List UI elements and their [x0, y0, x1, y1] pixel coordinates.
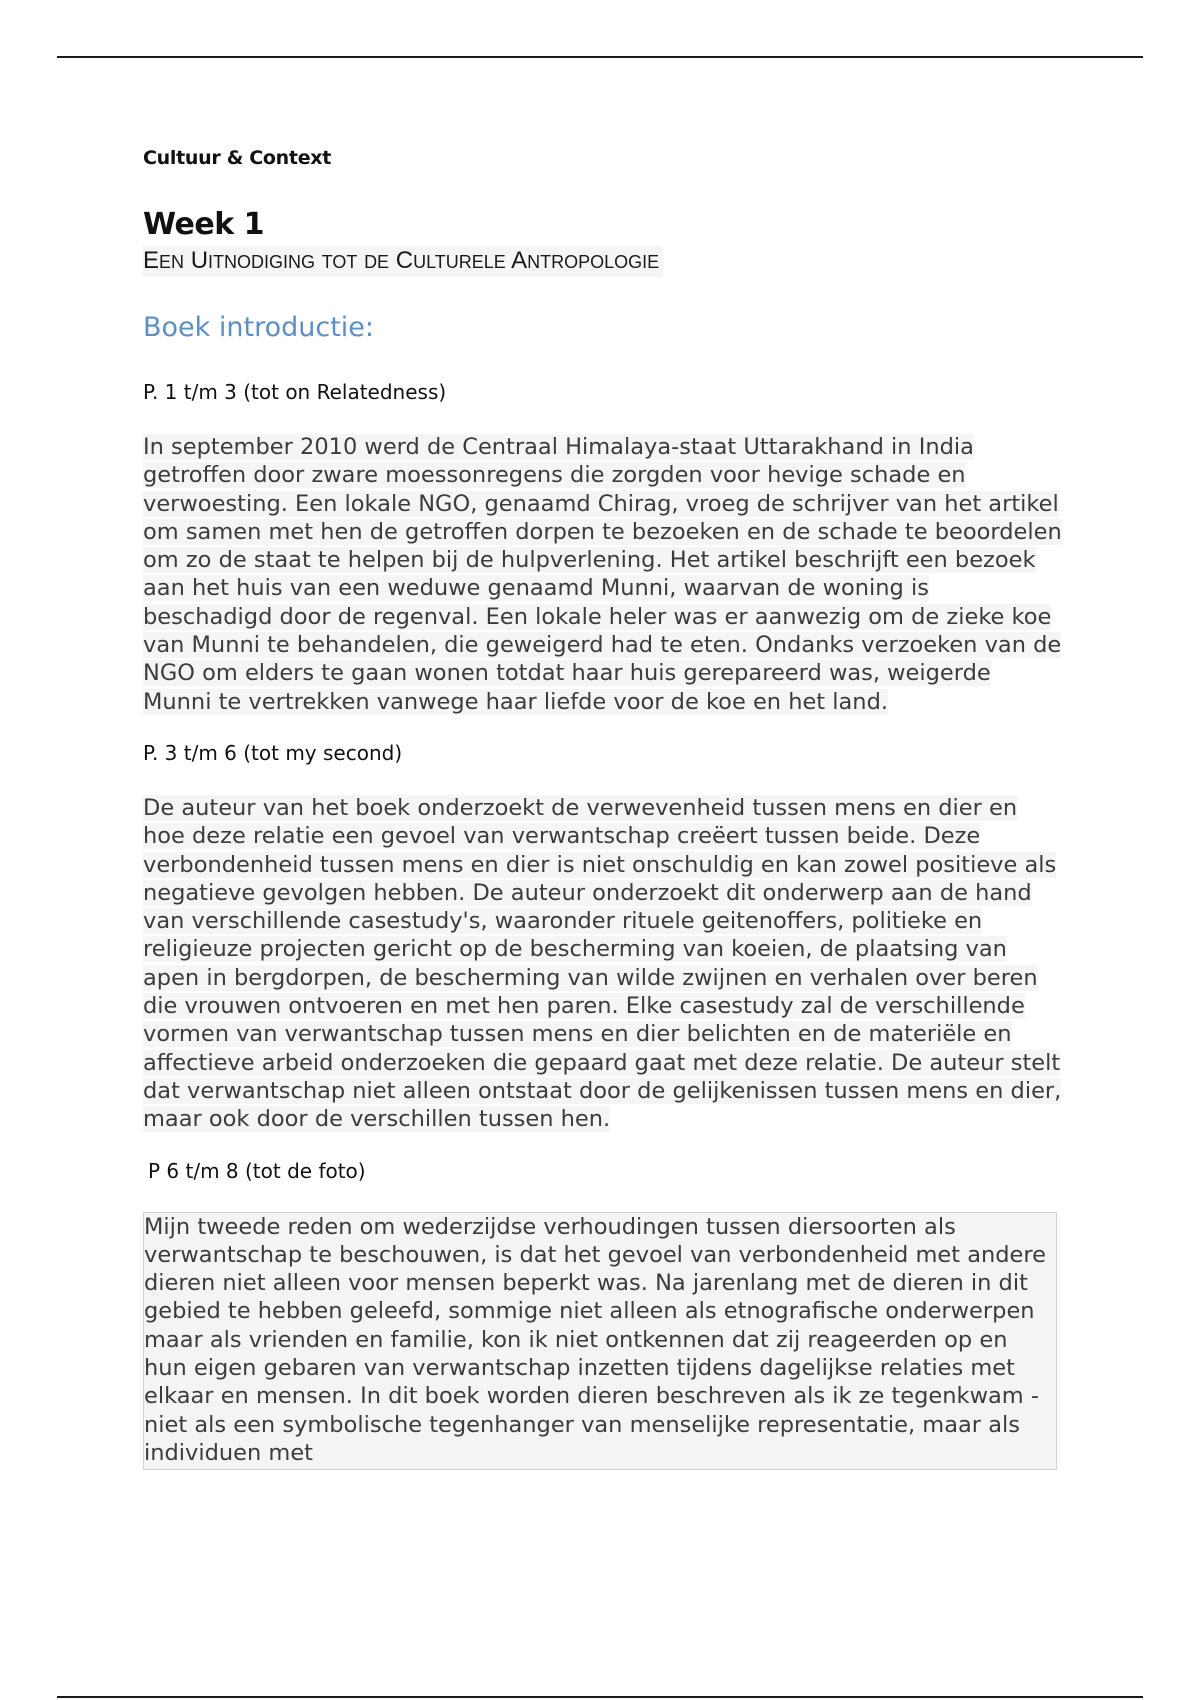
summary-paragraph-1: In september 2010 werd de Centraal Himalaya-staat Uttarakhand in India getroffen door zware moessonregens die zorgden voor hevige schade en verwoesting. Een lokale NGO, genaamd Chirag, vroeg de schrijver van het artikel om samen met hen de getroffen dorpen te bezoeken en de schade te beoordelen om zo de staat te helpen bij de hulpverlening. Het artikel beschrijft een bezoek aan het huis van een weduwe genaamd Munni, waarvan de woning is beschadigd door de regenval. Een lokale heler was er aanwezig om de zieke koe van Munni te behandelen, die geweigerd had te eten. Ondanks verzoeken van de NGO om elders te gaan wonen totdat haar huis gerepareerd was, weigerde Munni te vertrekken vanwege haar liefde voor de koe en het land. — [143, 434, 1062, 715]
week-heading: Week 1 — [143, 207, 264, 242]
subtitle-word: DE — [364, 252, 390, 272]
subtitle-word: ANTROPOLOGIE — [511, 247, 660, 274]
section-heading: Boek introductie: — [143, 312, 374, 343]
page-reference-1: P. 1 t/m 3 (tot on Relatedness) — [143, 380, 447, 404]
document-body — [143, 140, 1063, 1470]
subtitle-word: CULTURELE — [395, 247, 506, 274]
document-title: Cultuur & Context — [143, 147, 332, 169]
subtitle-word: TOT — [321, 252, 358, 272]
subtitle-word: EEN — [143, 247, 185, 274]
summary-paragraph-2: De auteur van het boek onderzoekt de verwevenheid tussen mens en dier en hoe deze relatie een gevoel van verwantschap creëert tussen beide. Deze verbondenheid tussen mens en dier is niet onschuldig en kan zowel positieve als negatieve gevolgen hebben. De auteur onderzoekt dit onderwerp aan de hand van verschillende casestudy's, waaronder rituele geitenoffers, politieke en religieuze projecten gericht op de bescherming van koeien, de plaatsing van apen in bergdorpen, de bescherming van wilde zwijnen en verhalen over beren die vrouwen ontvoeren en met hen paren. Elke casestudy zal de verschillende vormen van verwantschap tussen mens en dier belichten en de materiële en affectieve arbeid onderzoeken die gepaard gaat met deze relatie. De auteur stelt dat verwantschap niet alleen ontstaat door de gelijkenissen tussen mens en dier, maar ook door de verschillen tussen hen. — [143, 794, 1062, 1133]
top-rule — [57, 56, 1143, 58]
page-reference-3: P 6 t/m 8 (tot de foto) — [148, 1158, 366, 1183]
bottom-rule — [57, 1696, 1143, 1698]
chapter-subtitle — [143, 246, 1063, 277]
page-reference-2: P. 3 t/m 6 (tot my second) — [143, 740, 403, 765]
quote-box-paragraph-3: Mijn tweede reden om wederzijdse verhoudingen tussen diersoorten als verwantschap te beschouwen, is dat het gevoel van verbondenheid met andere dieren niet alleen voor mensen beperkt was. Na jarenlang met de dieren in dit gebied te hebben geleefd, sommige niet alleen als etnografische onderwerpen maar als vrienden en familie, kon ik niet ontkennen dat zij reageerden op en hun eigen gebaren van verwantschap inzetten tijdens dagelijkse relaties met elkaar en mensen. In dit boek worden dieren beschreven als ik ze tegenkwam - niet als een symbolische tegenhanger van menselijke representatie, maar als individuen met — [143, 1212, 1057, 1471]
subtitle-word: UITNODIGING — [190, 247, 316, 274]
